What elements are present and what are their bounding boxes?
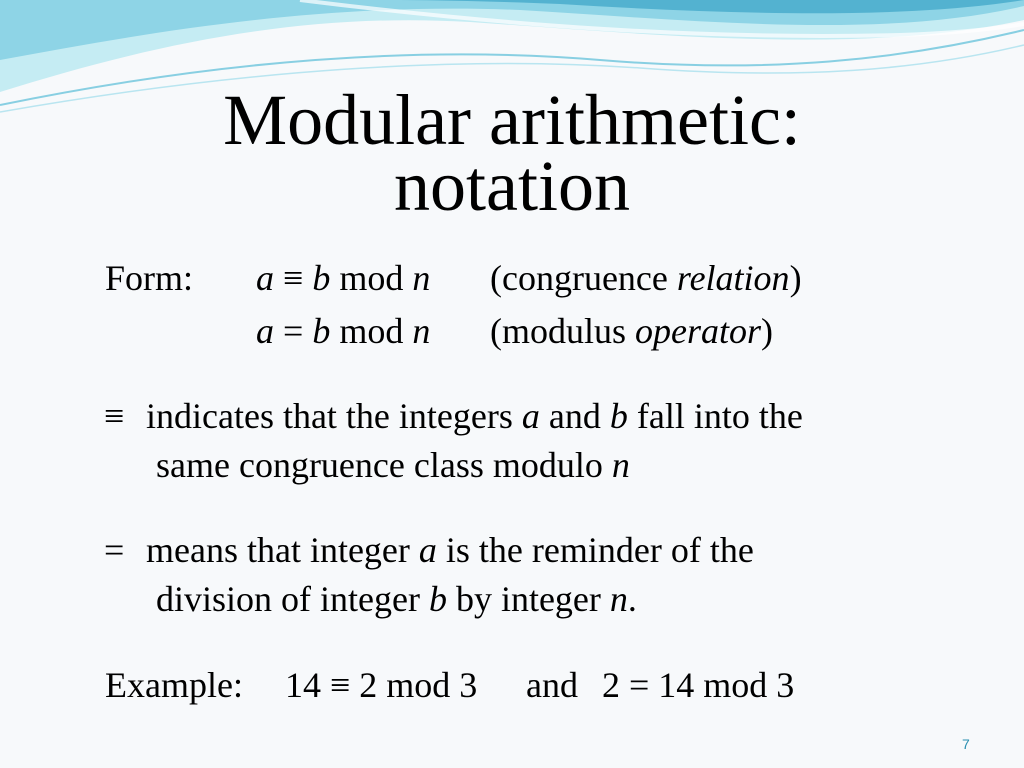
modulus-expression (256, 313, 430, 349)
desc-close: ) (789, 258, 802, 298)
desc-close: ) (761, 311, 774, 351)
text: by integer (446, 579, 610, 619)
page-number: 7 (962, 736, 970, 752)
congruence-bullet-symbol: ≡ (104, 396, 125, 436)
var-n: n (609, 579, 628, 619)
var-n: n (412, 258, 431, 298)
form-label: Form: (105, 258, 194, 298)
example-label: Example: (105, 665, 243, 705)
mod-word: mod (339, 311, 404, 351)
example-congruence: 14 ≡ 2 mod 3 (285, 665, 478, 705)
text: . (627, 579, 637, 619)
equals-symbol: = (283, 311, 304, 351)
equals-note-line1 (146, 532, 754, 568)
equals-note-line2 (156, 581, 637, 617)
desc-open: (modulus (490, 311, 636, 351)
desc-open: (congruence (490, 258, 677, 298)
var-n: n (611, 445, 630, 485)
text: indicates that the integers (146, 396, 522, 436)
modulus-description (490, 313, 773, 349)
congruence-symbol: ≡ (283, 258, 304, 298)
slide-title-line2: notation (394, 146, 630, 226)
var-b: b (609, 396, 628, 436)
var-b: b (312, 258, 331, 298)
var-b: b (312, 311, 331, 351)
var-b: b (428, 579, 447, 619)
mod-word: mod (339, 258, 404, 298)
text: same congruence class modulo (156, 445, 612, 485)
example-and: and (526, 665, 578, 705)
var-a: a (521, 396, 540, 436)
text: means that integer (146, 530, 419, 570)
slide-title: Modular arithmetic: (223, 80, 801, 160)
congruence-description (490, 260, 802, 296)
example-modulus: 2 = 14 mod 3 (602, 665, 795, 705)
congruence-note-line1 (146, 398, 803, 434)
var-n: n (412, 311, 431, 351)
text: fall into the (627, 396, 803, 436)
text: and (539, 396, 610, 436)
desc-emphasis: relation (676, 258, 790, 298)
var-a: a (256, 258, 274, 298)
equals-bullet-symbol: = (104, 530, 125, 570)
text: division of integer (156, 579, 429, 619)
congruence-note-line2 (156, 447, 630, 483)
congruence-expression (256, 260, 430, 296)
text: is the reminder of the (436, 530, 754, 570)
var-a: a (418, 530, 437, 570)
var-a: a (256, 311, 274, 351)
desc-emphasis: operator (635, 311, 762, 351)
